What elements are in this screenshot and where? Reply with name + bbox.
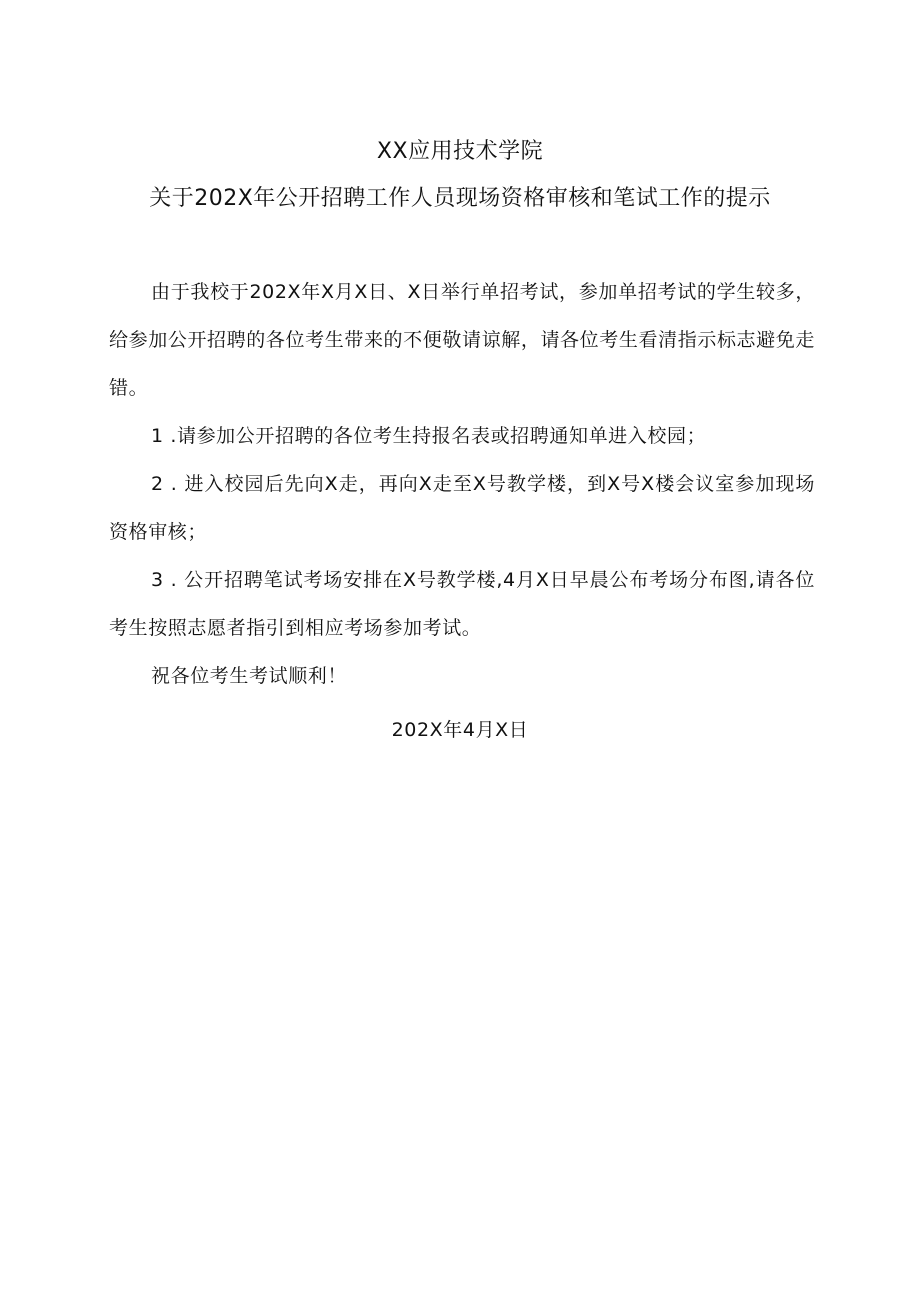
instruction-item-2 [109,460,815,556]
intro-text: 由于我校于202X年X月X日、X日举行单招考试，参加单招考试的学生较多，给参加公开招聘的各位考生带来的不便敬请谅解，请各位考生看清指示标志避免走错。 [109,281,815,399]
document-title-institution: XX应用技术学院 [376,139,544,164]
closing-text: 祝各位考生考试顺利！ [151,665,348,687]
instruction-item-text: 1 .请参加公开招聘的各位考生持报名表或招聘通知单进入校园； [151,425,707,447]
instruction-item-text: 3 . 公开招聘笔试考场安排在X号教学楼,4月X日早晨公布考场分布图,请各位考生按照志愿者指引到相应考场参加考试。 [109,569,815,639]
instruction-item-text: 2 . 进入校园后先向X走，再向X走至X号教学楼，到X号X楼会议室参加现场资格审核； [109,473,815,543]
instruction-item-1 [109,412,815,460]
document-date: 202X年4月X日 [391,719,529,741]
closing-paragraph [109,652,815,700]
document-title-subject: 关于202X年公开招聘工作人员现场资格审核和笔试工作的提示 [149,186,771,211]
instruction-item-3 [109,556,815,652]
intro-paragraph [109,268,815,412]
